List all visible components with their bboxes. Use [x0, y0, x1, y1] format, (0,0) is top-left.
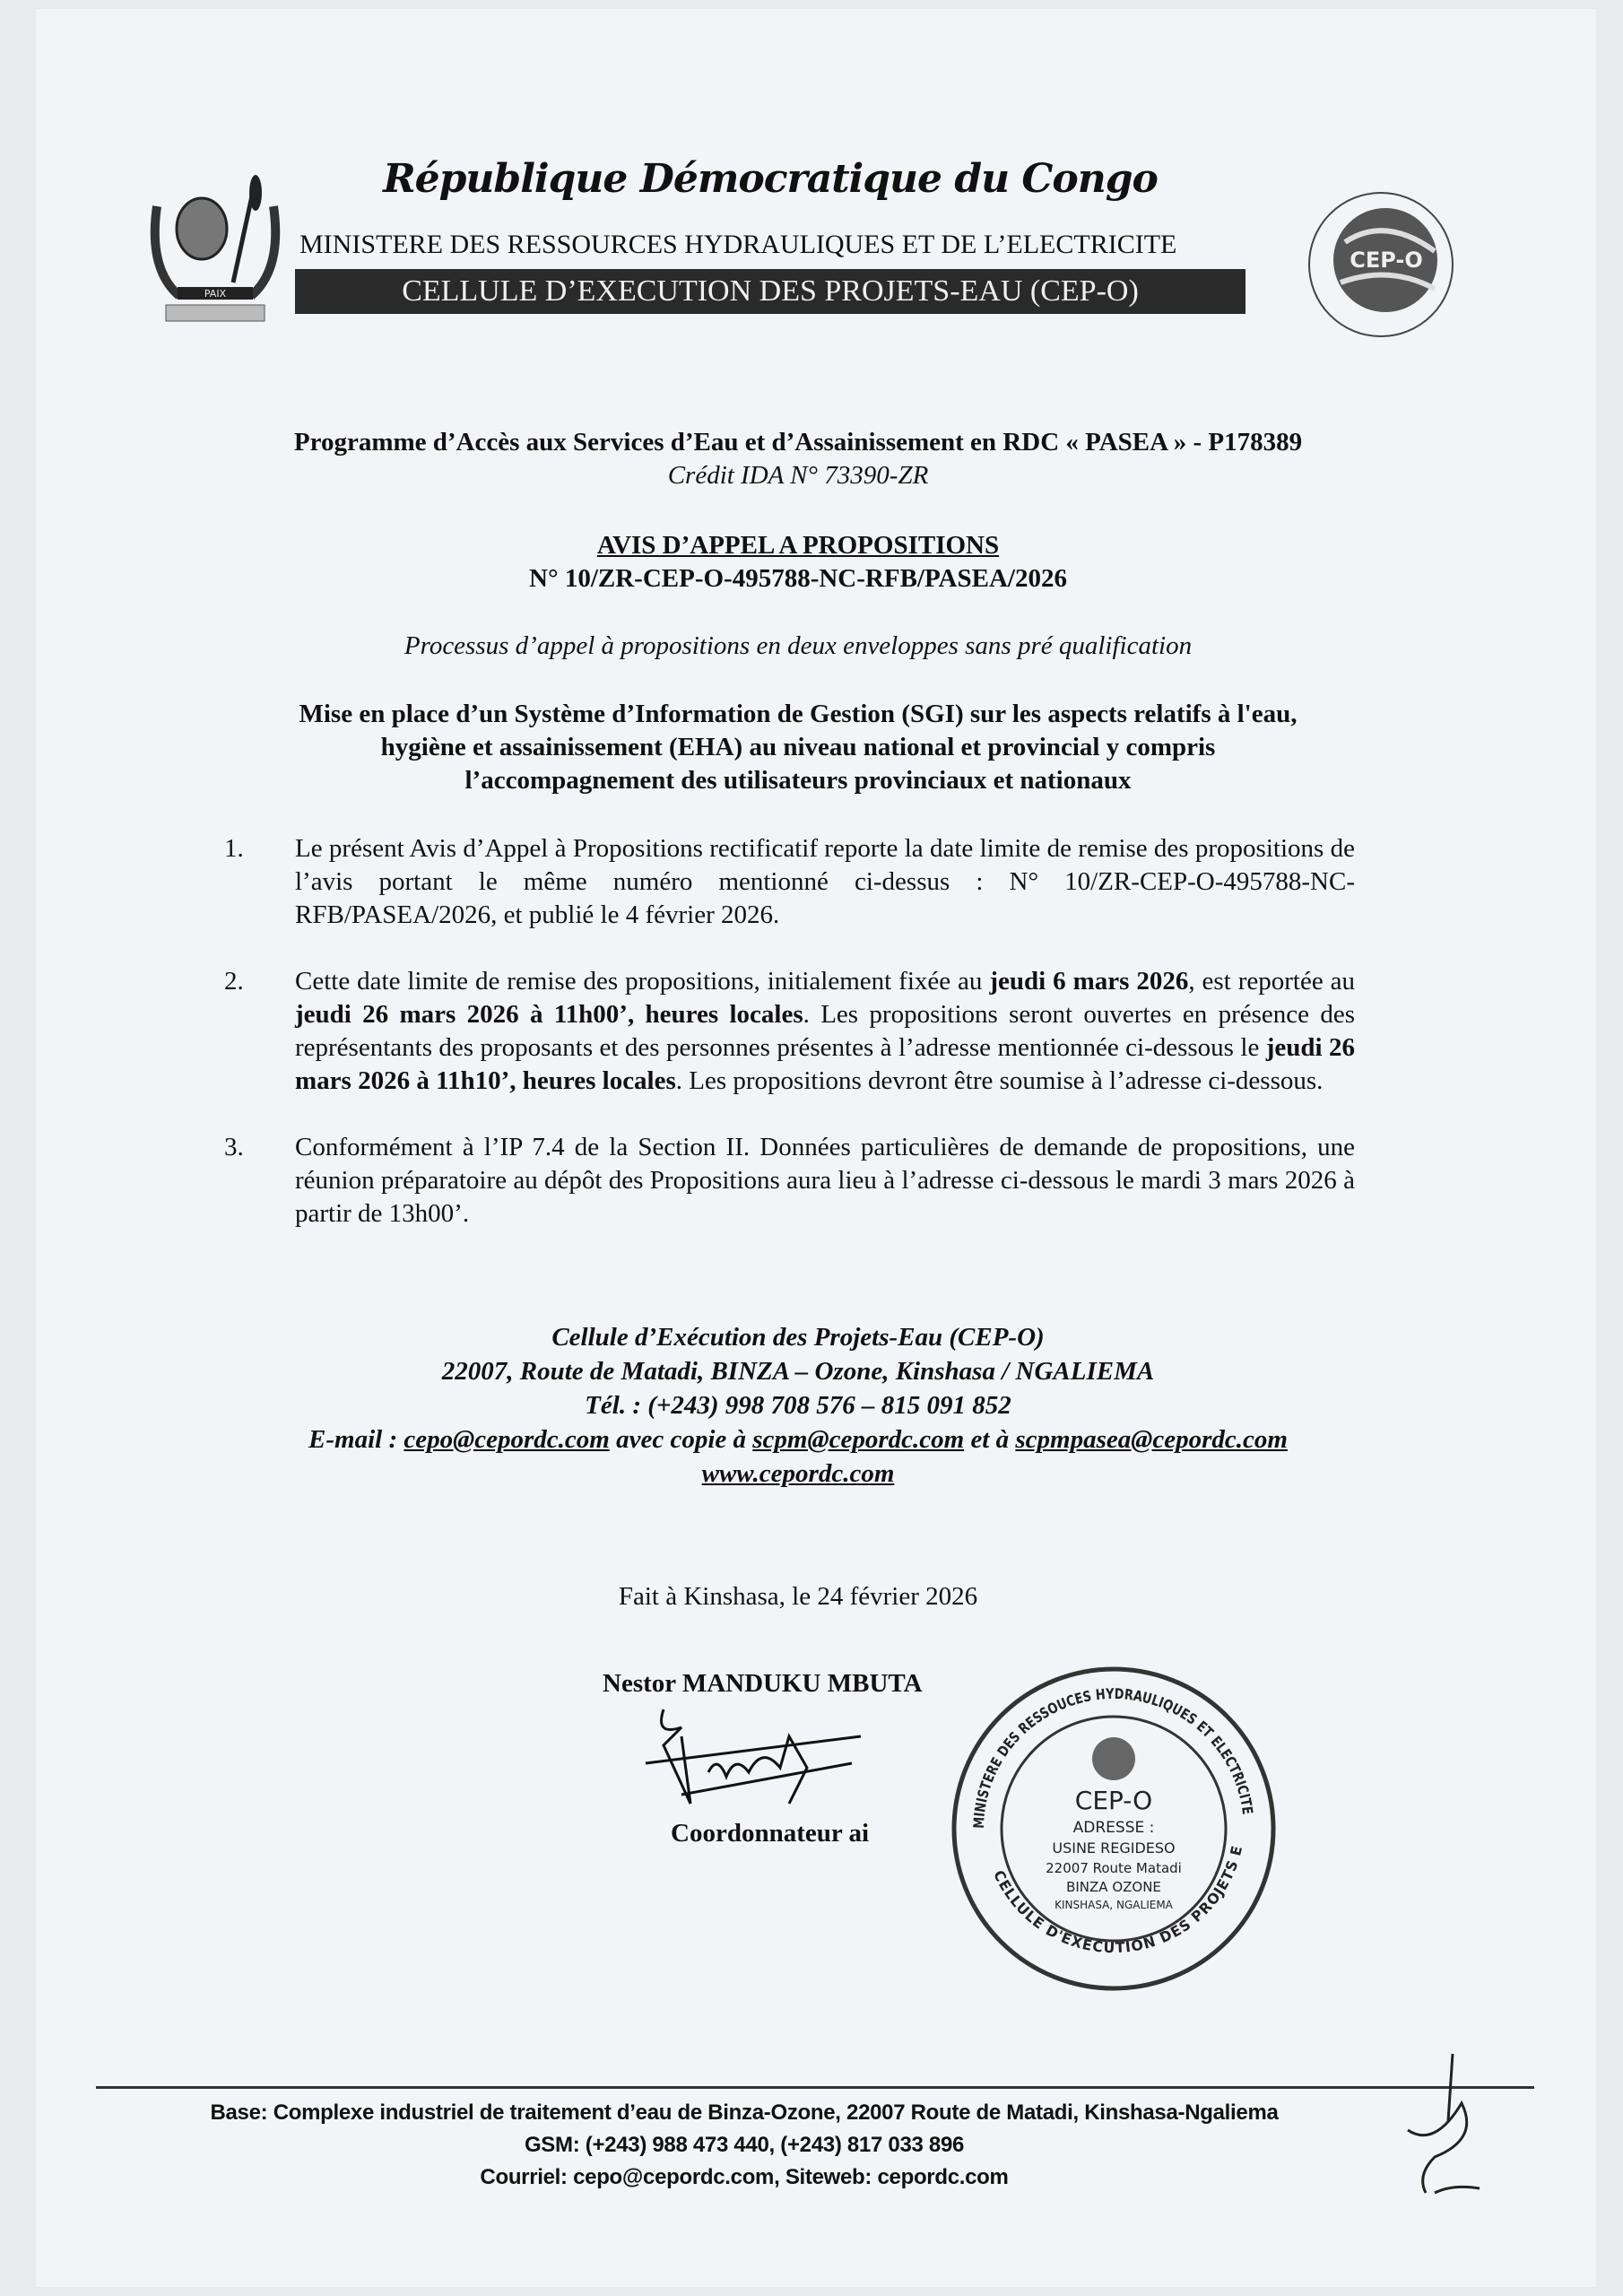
paragraph-text: . Les propositions devront être soumise à l’adresse ci-dessous.: [675, 1066, 1324, 1095]
svg-text:22007 Route Matadi: 22007 Route Matadi: [1046, 1860, 1182, 1876]
initials-mark: [1399, 2049, 1488, 2202]
paragraph-text: . Les propositions seront ouvertes en présence des représentants des proposants et des personnes présentes à l’adresse mentionnée ci-dessous le: [295, 1000, 1355, 1062]
address-name: Cellule d’Exécution des Projets-Eau (CEP-O): [551, 1323, 1045, 1352]
signatory-name: Nestor MANDUKU MBUTA: [603, 1669, 923, 1698]
new-deadline: jeudi 26 mars 2026 à 11h00’, heures locales: [295, 1000, 803, 1029]
email-link-scpmpasea[interactable]: scpmpasea@cepordc.com: [1015, 1425, 1288, 1454]
paragraph-text: Le présent Avis d’Appel à Propositions rectificatif reporte la date limite de remise des propositions de l’avis portant le même numéro mentionné ci-dessus : N° 10/ZR-CEP-O-495788-NC-RFB/PASEA/2026, et publié le 4 février 2026.: [295, 834, 1355, 929]
paragraph-1: [224, 832, 1355, 932]
svg-text:CEP-O: CEP-O: [1350, 248, 1423, 273]
copy-text: avec copie à: [609, 1425, 753, 1454]
address-street: 22007, Route de Matadi, BINZA – Ozone, Kinshasa / NGALIEMA: [441, 1357, 1155, 1386]
address-block: [117, 1320, 1480, 1491]
paragraph-number: 2.: [224, 967, 244, 996]
country-title: République Démocratique du Congo: [383, 156, 1158, 202]
svg-text:BINZA OZONE: BINZA OZONE: [1066, 1879, 1161, 1895]
paragraph-number: 1.: [224, 834, 244, 863]
cep-o-logo: [1291, 179, 1471, 350]
credit-number: Crédit IDA N° 73390-ZR: [667, 461, 929, 490]
place-date: Fait à Kinshasa, le 24 février 2026: [618, 1582, 978, 1611]
svg-text:CEP-O: CEP-O: [1074, 1786, 1153, 1815]
address-phone: Tél. : (+243) 998 708 576 – 815 091 852: [585, 1391, 1011, 1420]
email-link-scpm[interactable]: scpm@cepordc.com: [752, 1425, 965, 1454]
svg-text:KINSHASA, NGALIEMA: KINSHASA, NGALIEMA: [1055, 1899, 1173, 1911]
svg-text:USINE REGIDESO: USINE REGIDESO: [1052, 1839, 1176, 1857]
email-link-cepo[interactable]: cepo@cepordc.com: [404, 1425, 610, 1454]
email-label: E-mail :: [308, 1425, 404, 1454]
paragraph-text: Conformément à l’IP 7.4 de la Section II. Données particulières de demande de propositions, une réunion préparatoire au dépôt des Propositions aura lieu à l’adresse ci-dessous le mardi 3 mars 2026 à partir de 13h00’.: [295, 1133, 1355, 1228]
paragraph-3: [224, 1131, 1355, 1231]
notice-title: AVIS D’APPEL A PROPOSITIONS: [596, 531, 1000, 560]
document-body: [117, 426, 1480, 1999]
footer-base-address: Base: Complexe industriel de traitement d’eau de Binza-Ozone, 22007 Route de Matadi, Kinshasa-Ngaliema: [210, 2100, 1279, 2125]
ministry-name: MINISTERE DES RESSOURCES HYDRAULIQUES ET DE L’ELECTRICITE: [299, 230, 1177, 259]
svg-text:MINISTERE DES RESSOUCES HYDRAU: MINISTERE DES RESSOUCES HYDRAULIQUES ET ELECTRICITE: [969, 1684, 1257, 1830]
signatory-role: Coordonnateur ai: [671, 1819, 870, 1848]
programme-title: Programme d’Accès aux Services d’Eau et d’Assainissement en RDC « PASEA » - P178389: [293, 428, 1303, 457]
paragraph-2: [224, 965, 1355, 1098]
svg-text:PAIX: PAIX: [204, 288, 227, 300]
footer-gsm: GSM: (+243) 988 473 440, (+243) 817 033 896: [524, 2133, 965, 2157]
notice-number: N° 10/ZR-CEP-O-495788-NC-RFB/PASEA/2026: [529, 564, 1067, 593]
process-description: Processus d’appel à propositions en deux enveloppes sans pré qualification: [404, 631, 1193, 660]
svg-text:ADRESSE :: ADRESSE :: [1072, 1819, 1155, 1837]
svg-text:CELLULE D'EXECUTION DES PROJET: CELLULE D'EXECUTION DES PROJETS E: [990, 1843, 1246, 1957]
official-stamp: [943, 1658, 1284, 1999]
and-text: et à: [964, 1425, 1016, 1454]
subject-line: hygiène et assainissement (EHA) au niveau national et provincial y compris: [380, 733, 1216, 761]
footer-divider: [96, 2086, 1534, 2089]
paragraph-text: , est reportée au: [1188, 967, 1355, 996]
footer-contact: Courriel: cepo@cepordc.com, Siteweb: cepordc.com: [480, 2165, 1009, 2189]
unit-banner: CELLULE D’EXECUTION DES PROJETS-EAU (CEP-O): [295, 269, 1245, 314]
signature-column: [603, 1667, 943, 1850]
opening-date: jeudi 26 mars 2026 à 11h10’, heures locales: [295, 1033, 1356, 1095]
paragraph-text: Cette date limite de remise des propositions, initialement fixée au: [295, 967, 990, 996]
handwritten-signature: [628, 1700, 879, 1817]
address-email-line: [117, 1422, 1480, 1457]
paragraph-number: 3.: [224, 1133, 244, 1161]
subject-line: l’accompagnement des utilisateurs provinciaux et nationaux: [464, 766, 1132, 795]
coat-of-arms-emblem: [143, 170, 287, 323]
website-link[interactable]: www.cepordc.com: [701, 1459, 895, 1488]
subject-line: Mise en place d’un Système d’Information de Gestion (SGI) sur les aspects relatifs à l'eau,: [299, 700, 1298, 728]
signature-block: [603, 1667, 1480, 1999]
original-deadline: jeudi 6 mars 2026: [989, 967, 1189, 996]
